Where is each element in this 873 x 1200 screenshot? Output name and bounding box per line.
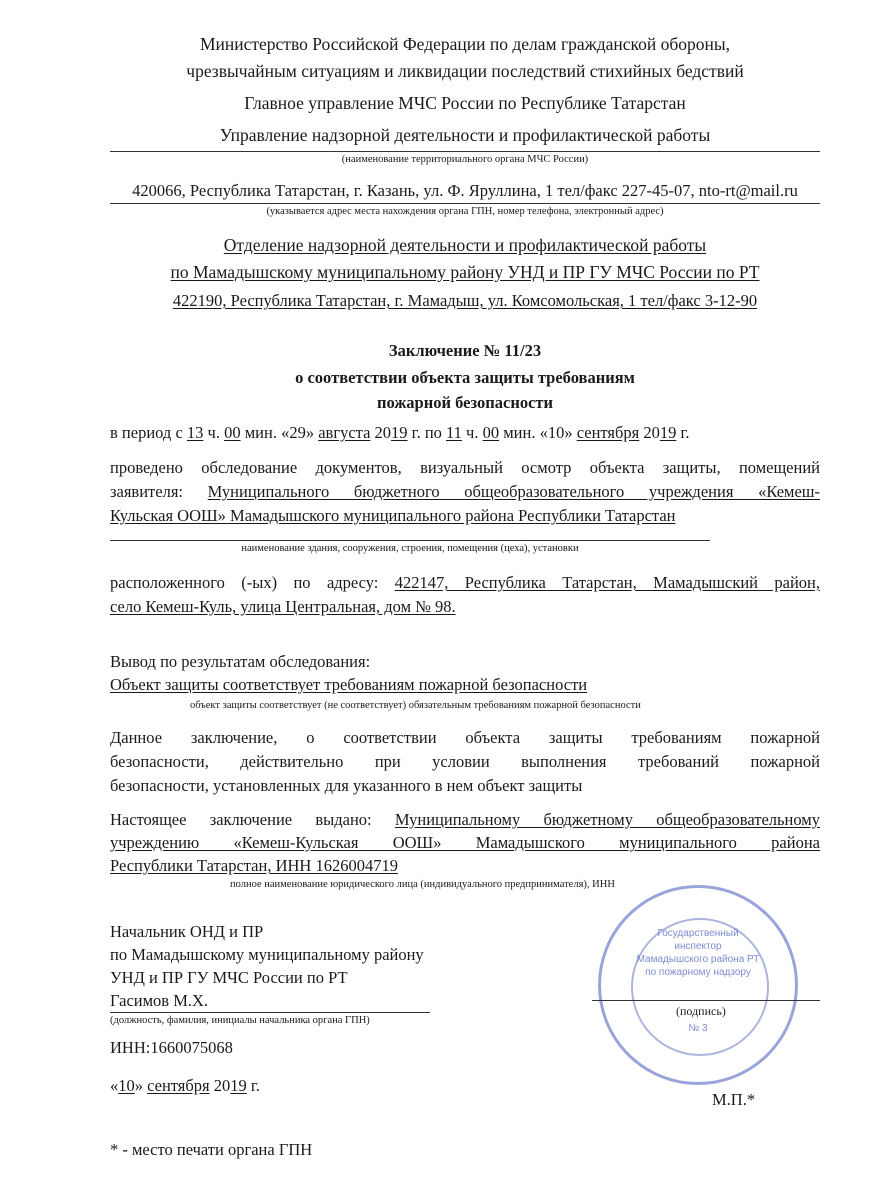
position-caption: (должность, фамилия, инициалы начальника органа ГПН): [110, 1015, 370, 1026]
title-line-3: пожарной безопасности: [376, 393, 554, 412]
text: г. по: [407, 423, 447, 442]
applicant-name: Муниципального бюджетного общеобразовательного учреждения «Кемеш-: [207, 482, 820, 501]
date-month: сентября: [147, 1076, 210, 1095]
location-label: расположенного (-ых) по адресу:: [110, 573, 395, 592]
footnote: * - место печати органа ГПН: [110, 1140, 313, 1159]
inspection-line-1: проведено обследование документов, визуальный осмотр объекта защиты, помещений: [110, 458, 820, 477]
signature-date: [110, 1076, 260, 1096]
period-prefix: в период с: [110, 423, 187, 442]
seal-text: по пожарному надзору: [645, 967, 751, 978]
main-directorate: Главное управление МЧС России по Республике Татарстан: [244, 93, 686, 113]
issued-label: Настоящее заключение выдано:: [110, 810, 395, 829]
signer-name: Гасимов М.Х.: [110, 991, 209, 1010]
divider: [110, 203, 820, 204]
applicant-label: заявителя:: [110, 482, 208, 501]
text: ч.: [203, 423, 225, 442]
end-minute: 00: [482, 423, 500, 442]
conclusion-value: Объект защиты соответствует требованиям пожарной безопасности: [110, 675, 588, 694]
text: 20: [370, 423, 392, 442]
text: »: [134, 1076, 148, 1095]
ministry-line-1: Министерство Российской Федерации по делам гражданской обороны,: [199, 34, 731, 54]
seal-text: инспектор: [674, 941, 722, 952]
signature-line: [592, 1000, 820, 1001]
location-line-1: [110, 573, 820, 593]
start-minute: 00: [224, 423, 241, 442]
signer-position-1: Начальник ОНД и ПР: [110, 922, 264, 941]
date-year: 19: [230, 1076, 247, 1095]
directorate: Управление надзорной деятельности и профилактической работы: [219, 125, 711, 145]
validity-line-3: безопасности, установленных для указанного в нем объект защиты: [110, 776, 583, 795]
text: мин. «10»: [499, 423, 577, 442]
seal-mark: М.П.*: [712, 1090, 756, 1109]
official-seal: [598, 885, 798, 1085]
text: «: [110, 1076, 119, 1095]
title-line-2: о соответствии объекта защиты требованиям: [295, 368, 635, 387]
validity-line-1: Данное заключение, о соответствии объекта защиты требованиям пожарной: [110, 728, 820, 747]
signature-caption: (подпись): [676, 1004, 726, 1018]
divider: [110, 540, 710, 541]
divider: [110, 151, 820, 152]
signer-inn: ИНН:1660075068: [110, 1038, 233, 1057]
directorate-address: 420066, Республика Татарстан, г. Казань, ул. Ф. Яруллина, 1 тел/факс 227-45-07, nto-rt@mail.ru: [132, 181, 798, 200]
conclusion-caption: объект защиты соответствует (не соответствует) обязательным требованиям пожарной безопасности: [190, 700, 641, 711]
conclusion-label: Вывод по результатам обследования:: [110, 652, 371, 671]
start-hour: 13: [186, 423, 204, 442]
directorate-caption: (наименование территориального органа МЧС России): [341, 154, 589, 165]
inspection-line-2: [110, 482, 820, 502]
inspection-period: [110, 423, 690, 443]
text: г.: [676, 423, 690, 442]
text: 20: [639, 423, 660, 442]
applicant-name-cont: Кульская ООШ» Мамадышского муниципального района Республики Татарстан: [110, 506, 676, 525]
issued-line-2: учреждению «Кемеш-Кульская ООШ» Мамадышского муниципального района: [110, 833, 820, 852]
location-address-cont: село Кемеш-Куль, улица Центральная, дом № 98.: [110, 597, 456, 616]
department-line-2: по Мамадышскому муниципальному району УНД и ПР ГУ МЧС России по РТ: [170, 262, 760, 282]
divider: [110, 1012, 430, 1013]
date-day: 10: [118, 1076, 135, 1095]
validity-line-2: безопасности, действительно при условии выполнения требований пожарной: [110, 752, 820, 771]
seal-text: Мамадышского района РТ: [636, 954, 760, 965]
department-line-1: Отделение надзорной деятельности и профилактической работы: [223, 235, 707, 255]
issued-caption: полное наименование юридического лица (индивидуального предпринимателя), ИНН: [230, 879, 615, 890]
building-caption: наименование здания, сооружения, строения, помещения (цеха), установки: [241, 543, 579, 554]
issued-line-1: [110, 810, 820, 830]
end-hour: 11: [446, 423, 462, 442]
start-month: августа: [318, 423, 371, 442]
text: ч.: [461, 423, 483, 442]
signer-position-3: УНД и ПР ГУ МЧС России по РТ: [110, 968, 348, 987]
department-address: 422190, Республика Татарстан, г. Мамадыш, ул. Комсомольская, 1 тел/факс 3-12-90: [172, 291, 758, 310]
seal-text: Государственный: [657, 928, 739, 939]
end-year: 19: [659, 423, 677, 442]
seal-text: № 3: [688, 1023, 708, 1034]
text: 20: [209, 1076, 231, 1095]
end-month: сентября: [576, 423, 640, 442]
location-address: 422147, Республика Татарстан, Мамадышский район,: [394, 573, 820, 592]
signer-position-2: по Мамадышскому муниципальному району: [110, 945, 424, 964]
start-year: 19: [391, 423, 408, 442]
issued-to: Муниципальному бюджетному общеобразовательному: [394, 810, 820, 829]
conclusion-number: Заключение № 11/23: [388, 341, 542, 360]
ministry-line-2: чрезвычайным ситуациям и ликвидации последствий стихийных бедствий: [186, 61, 744, 81]
address-caption: (указывается адрес места нахождения органа ГПН, номер телефона, электронный адрес): [266, 206, 664, 217]
issued-line-3: Республики Татарстан, ИНН 1626004719: [110, 856, 398, 875]
text: г.: [246, 1076, 260, 1095]
text: мин. «29»: [240, 423, 319, 442]
